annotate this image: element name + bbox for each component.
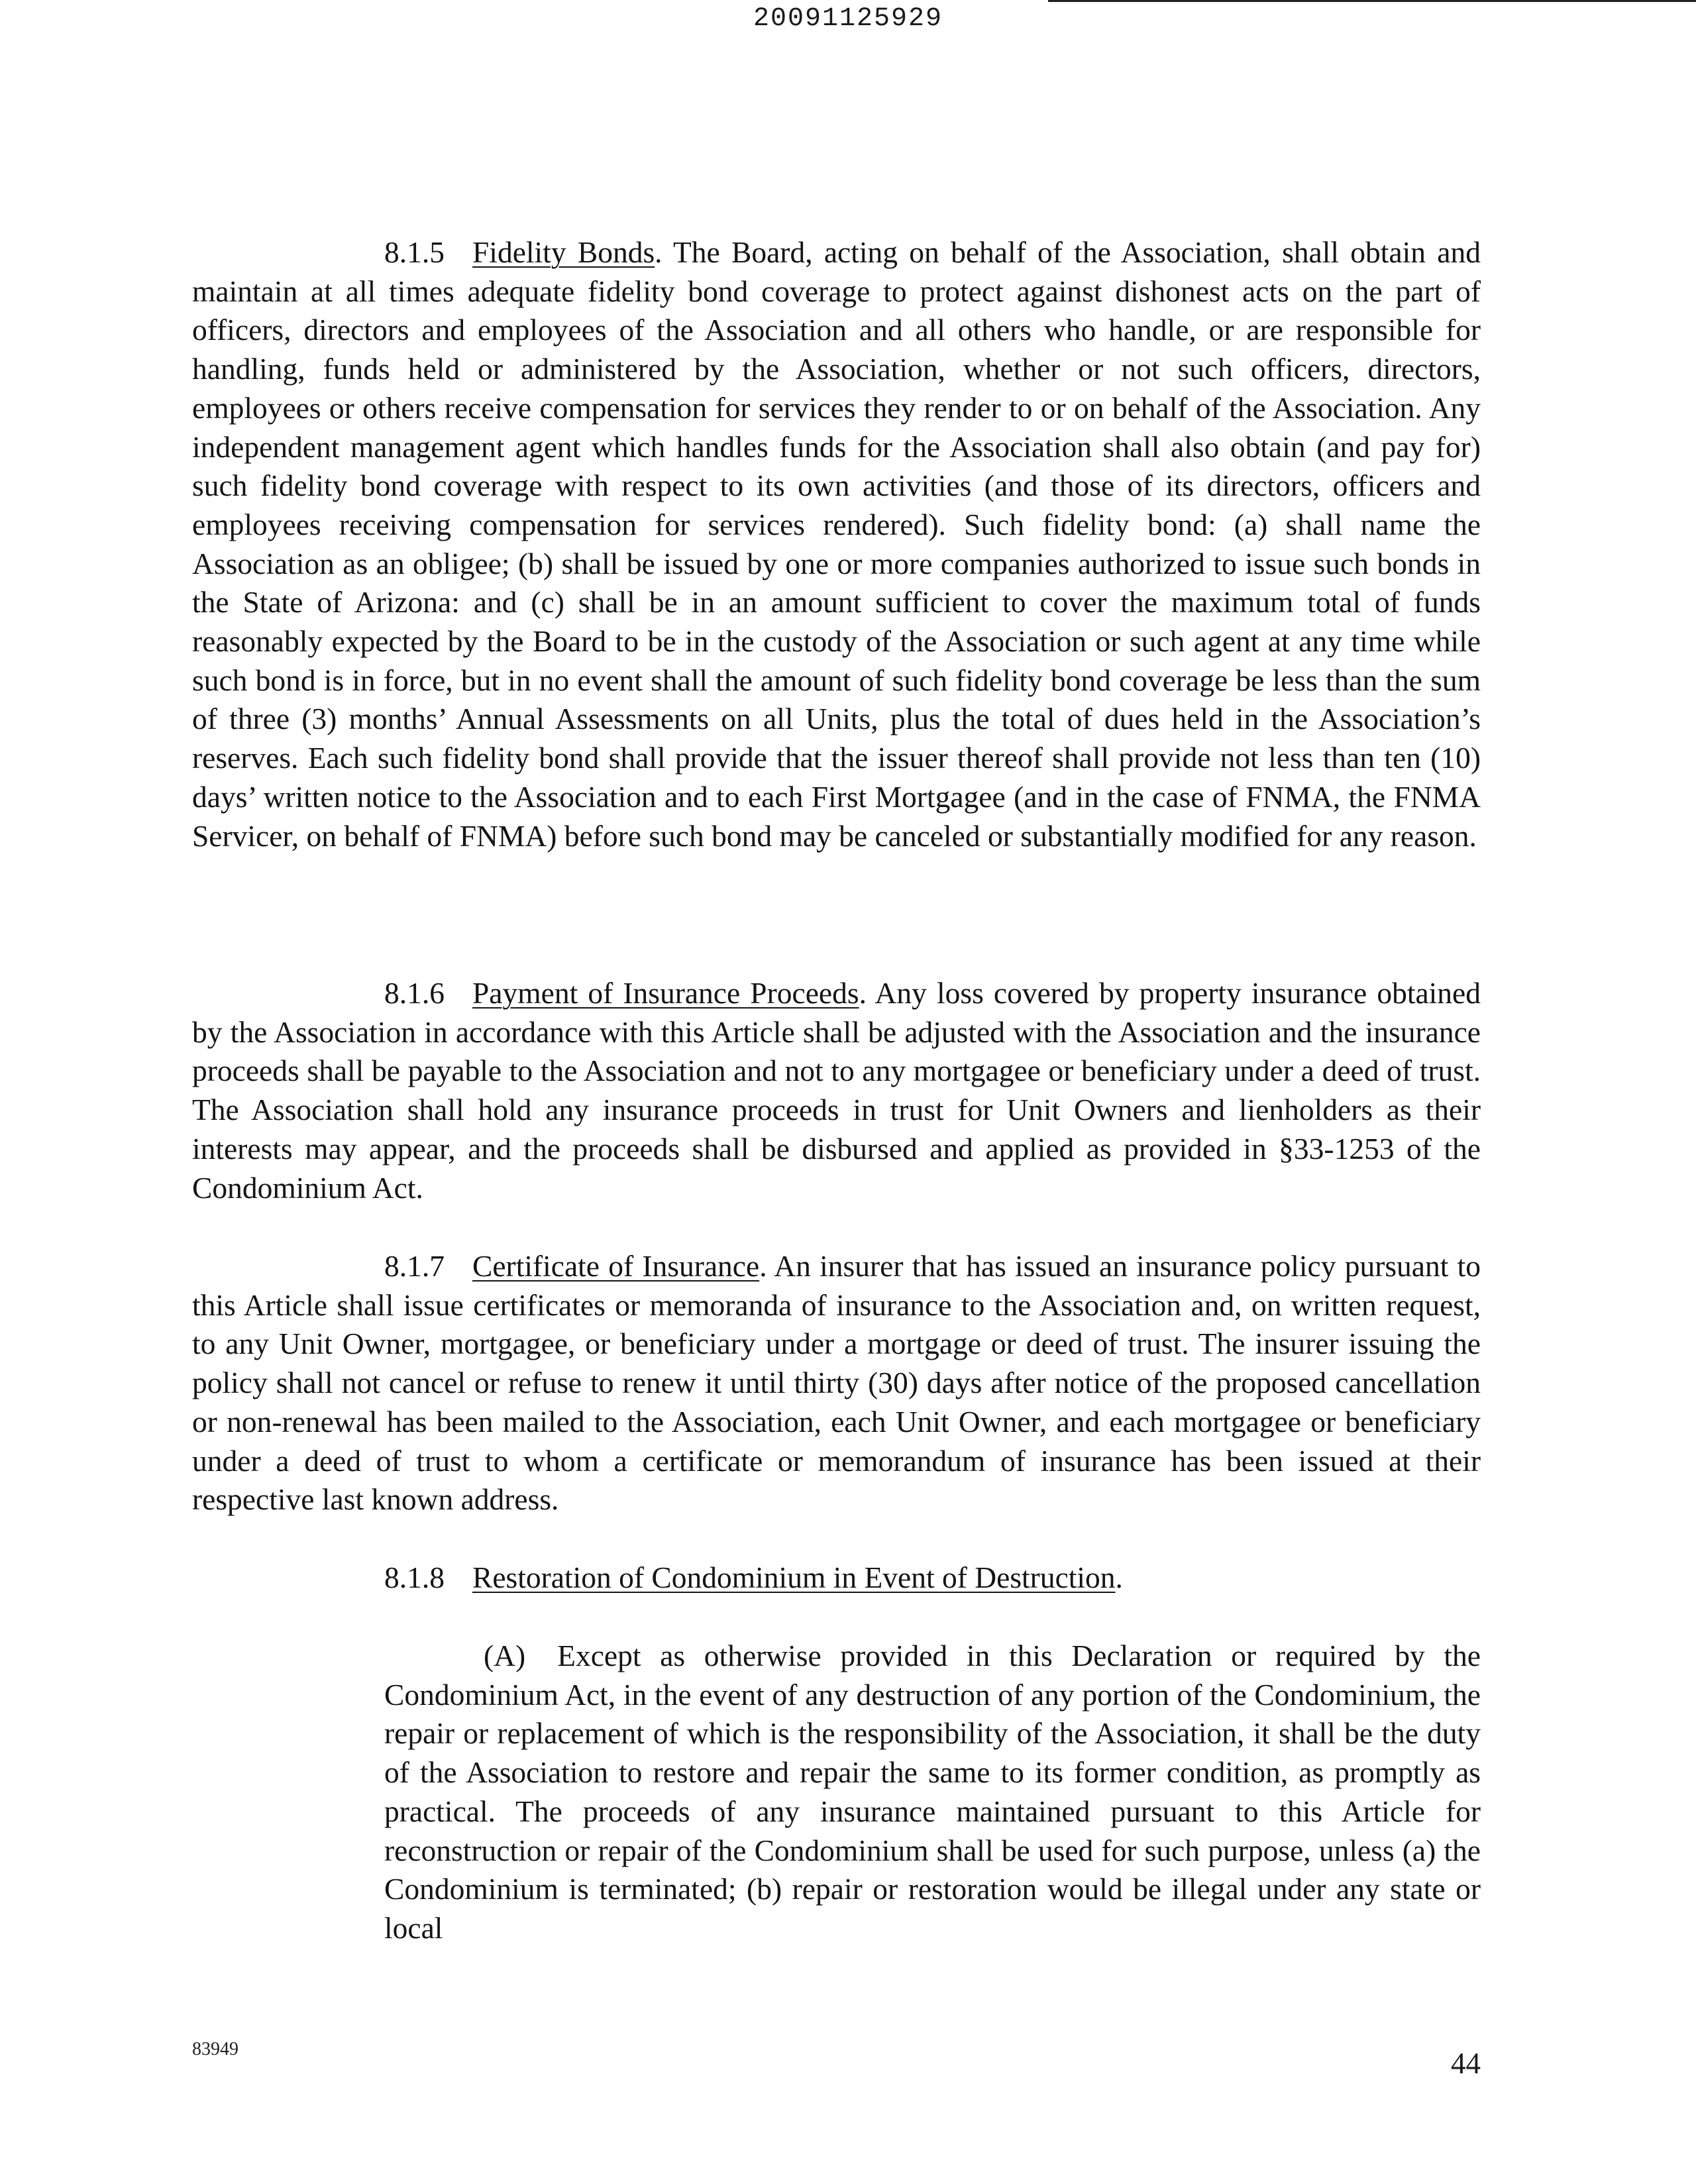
section-number: 8.1.7 — [384, 1249, 445, 1283]
section-body: . An insurer that has issued an insurance policy pursuant to this Article shall issue certificates or memoranda of insurance to the Association and, on written request, to any Unit Owner, mortgagee, or beneficiary under a mortgage or deed of trust. The insurer issuing the policy shall not cancel or refuse to renew it until thirty (30) days after notice of the proposed cancellation or non-renewal has been mailed to the Association, each Unit Owner, and each mortgagee or beneficiary under a deed of trust to whom a certificate or memorandum of insurance has been issued at their respective last known address. — [192, 1249, 1481, 1517]
section-number: 8.1.8 — [384, 1560, 445, 1594]
section-8-1-8-subparagraph-a — [384, 1637, 1481, 1948]
section-8-1-5 — [192, 233, 1481, 855]
subparagraph-label: (A) — [484, 1639, 526, 1672]
section-body: . The Board, acting on behalf of the Association, shall obtain and maintain at all times adequate fidelity bond coverage to protect against dishonest acts on the part of officers, directors and employees of the Association and all others who handle, or are responsible for handling, funds held or administered by the Association, whether or not such officers, directors, employees or others receive compensation for services they render to or on behalf of the Association. Any independent management agent which handles funds for the Association shall also obtain (and pay for) such fidelity bond coverage with respect to its own activities (and those of its directors, officers and employees receiving compensation for services rendered). Such fidelity bond: (a) shall name the Association as an obligee; (b) shall be issued by one or more companies authorized to issue such bonds in the State of Arizona: and (c) shall be in an amount sufficient to cover the maximum total of funds reasonably expected by the Board to be in the custody of the Association or such agent at any time while such bond is in force, but in no event shall the amount of such fidelity bond coverage be less than the sum of three (3) months’ Annual Assessments on all Units, plus the total of dues held in the Association’s reserves. Each such fidelity bond shall provide that the issuer thereof shall provide not less than ten (10) days’ written notice to the Association and to each First Mortgagee (and in the case of FNMA, the FNMA Servicer, on behalf of FNMA) before such bond may be canceled or substantially modified for any reason. — [192, 235, 1481, 853]
section-8-1-8-heading — [384, 1558, 1123, 1598]
section-8-1-7 — [192, 1247, 1481, 1519]
section-heading: Certificate of Insurance — [472, 1249, 760, 1283]
subparagraph-body: Except as otherwise provided in this Declaration or required by the Condominium Act, in the event of any destruction of any portion of the Condominium, the repair or replacement of which is the responsibility of the Association, it shall be the duty of the Association to restore and repair the same to its former condition, as promptly as practical. The proceeds of any insurance maintained pursuant to this Article for reconstruction or repair of the Condominium shall be used for such purpose, unless (a) the Condominium is terminated; (b) repair or restoration would be illegal under any state or local — [384, 1639, 1481, 1945]
footer-document-id: 83949 — [192, 2039, 238, 2059]
header-rule — [1048, 0, 1696, 2]
section-8-1-6 — [192, 974, 1481, 1207]
section-number: 8.1.6 — [384, 976, 445, 1010]
page-number: 44 — [1451, 2047, 1481, 2080]
recording-number: 20091125929 — [753, 4, 943, 34]
section-heading-suffix: . — [1115, 1560, 1123, 1594]
section-body: . Any loss covered by property insurance obtained by the Association in accordance with this Article shall be adjusted with the Association and the insurance proceeds shall be payable to the Association and not to any mortgagee or beneficiary under a deed of trust. The Association shall hold any insurance proceeds in trust for Unit Owners and lienholders as their interests may appear, and the proceeds shall be disbursed and applied as provided in §33-1253 of the Condominium Act. — [192, 976, 1481, 1205]
section-heading: Restoration of Condominium in Event of Destruction — [472, 1560, 1116, 1594]
section-heading: Payment of Insurance Proceeds — [472, 976, 859, 1010]
section-number: 8.1.5 — [384, 235, 445, 269]
section-heading: Fidelity Bonds — [472, 235, 655, 269]
